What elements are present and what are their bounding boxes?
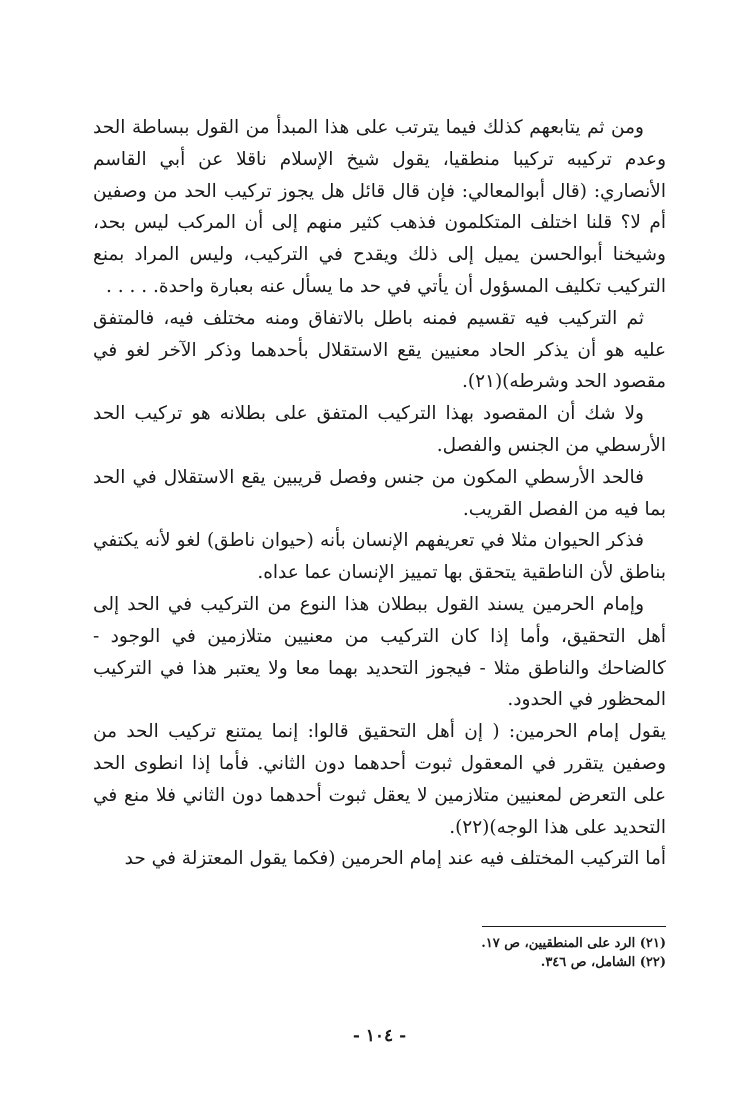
paragraph-3: ولا شك أن المقصود بهذا التركيب المتفق على بطلانه هو تركيب الحد الأرسطي من الجنس والفصل.: [93, 403, 666, 456]
paragraph-2: ثم التركيب فيه تقسيم فمنه باطل بالاتفاق ومنه مختلف فيه، فالمتفق عليه هو أن يذكر الحاد معنيين يقع الاستقلال بأحدهما وذكر الآخر لغو في مقصود الحد وشرطه)(٢١).: [93, 307, 666, 393]
footnotes: [93, 934, 666, 972]
footnote-21: (٢١) الرد على المنطقيين، ص ١٧.: [481, 936, 666, 951]
body-text: [93, 112, 666, 875]
footnote-22: (٢٢) الشامل، ص ٣٤٦.: [540, 955, 666, 970]
paragraph-6: وإمام الحرمين يسند القول ببطلان هذا النوع من التركيب في الحد إلى أهل التحقيق، وأما إذا كان التركيب من معنيين متلازمين في الوجود - كالضاحك والناطق مثلا - فيجوز التحديد بهما معا ولا يعتبر هذا في التركيب المحظور في الحدود.: [93, 593, 666, 711]
paragraph-5: فذكر الحيوان مثلا في تعريفهم الإنسان بأنه (حيوان ناطق) لغو لأنه يكتفي بناطق لأن الناطقية يتحقق بها تمييز الإنسان عما عداه.: [93, 530, 666, 584]
footnote-divider: [482, 926, 666, 927]
paragraph-8: أما التركيب المختلف فيه عند إمام الحرمين (فكما يقول المعتزلة في حد: [124, 848, 666, 870]
paragraph-4: فالحد الأرسطي المكون من جنس وفصل قريبين يقع الاستقلال في الحد بما فيه من الفصل القريب.: [93, 466, 666, 520]
document-page: [93, 112, 666, 1072]
paragraph-7: يقول إمام الحرمين: ( إن أهل التحقيق قالوا: إنما يمتنع تركيب الحد من وصفين يتقرر في المعقول ثبوت أحدهما دون الثاني. فأما إذا انطوى الحد على التعرض لمعنيين متلازمين لا يعقل ثبوت أحدهما دون الثاني فلا منع في التحديد على هذا الوجه)(٢٢).: [93, 721, 666, 838]
page-number: - ١٠٤ -: [352, 1026, 407, 1046]
paragraph-1: ومن ثم يتابعهم كذلك فيما يترتب على هذا المبدأ من القول ببساطة الحد وعدم تركيبه تركيبا منطقيا، يقول شيخ الإسلام ناقلا عن أبي القاسم الأنصاري: (قال أبوالمعالي: فإن قال قائل هل يجوز تركيب الحد من وصفين أم لا؟ قلنا اختلف المتكلمون فذهب كثير منهم إلى أن المركب ليس بحد، وشيخنا أبوالحسن يميل إلى ذلك ويقدح في التركيب، وليس المراد بمنع التركيب تكليف المسؤول أن يأتي في حد ما يسأل عنه بعبارة واحدة. . . . .: [93, 117, 666, 297]
